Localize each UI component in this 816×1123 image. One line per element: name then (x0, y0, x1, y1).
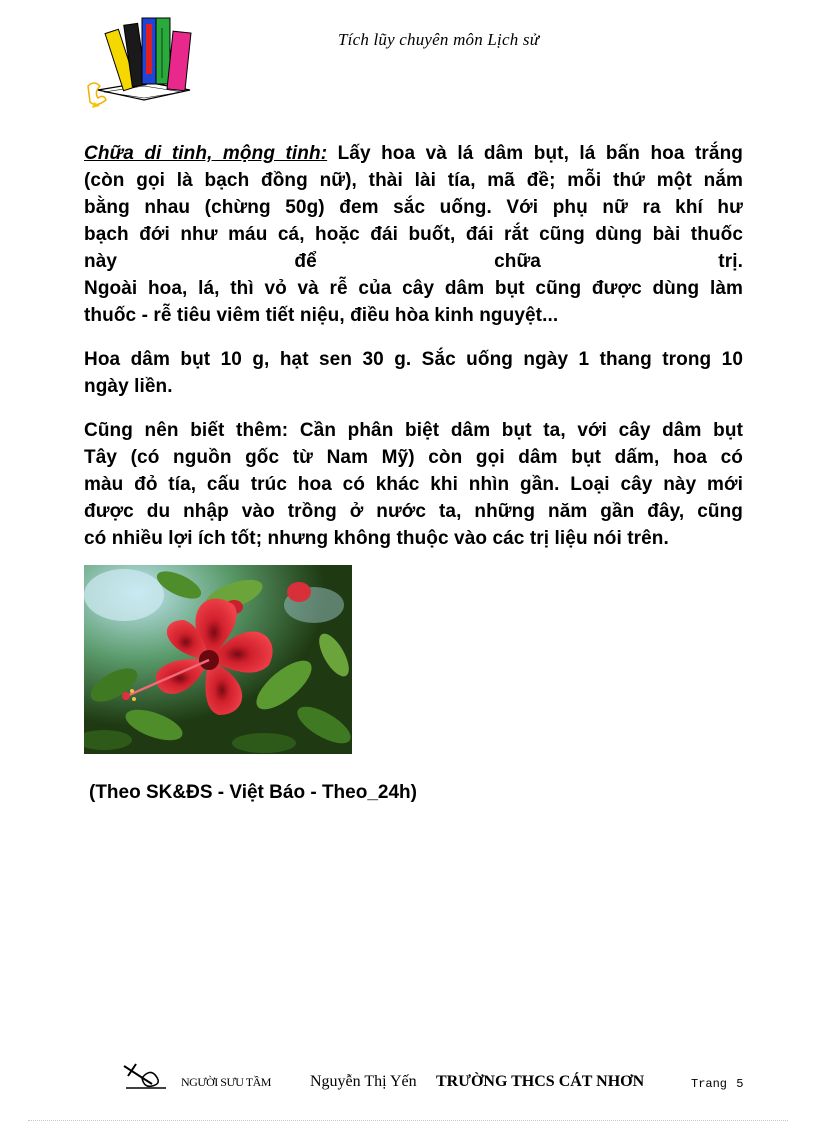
pen-writing-icon (122, 1062, 168, 1092)
footer-collector-label: NGƯỜI SƯU TẦM (181, 1075, 271, 1089)
footer-author-name: Nguyễn Thị Yến (310, 1073, 417, 1090)
paragraph-treatment: Chữa di tinh, mộng tinh: Lấy hoa và lá dâm bụt, lá bấn hoa trắng (còn gọi là bạch đồng nữ), thài lài tía, mã đề; mỗi thứ một nắm bằng nhau (chừng 50g) đem sắc uống. Với phụ nữ ra khí hư bạch đới như máu cá, hoặc đái buốt, đái rắt cũng dùng bài thuốc này để chữa trị. Ngoài hoa, lá, thì vỏ và rễ của cây dâm bụt cũng được dùng làm thuốc - rễ tiêu viêm tiết niệu, điều hòa kinh nguyệt... (84, 143, 743, 326)
books-logo-icon (84, 14, 208, 110)
footer-page-number: Trang 5 (691, 1077, 744, 1091)
header-title: Tích lũy chuyên môn Lịch sử (338, 30, 540, 49)
footer-divider (28, 1120, 788, 1121)
article-body (84, 140, 743, 569)
article-source: (Theo SK&ĐS - Việt Báo - Theo_24h) (89, 782, 417, 803)
hibiscus-flower-photo (84, 565, 352, 754)
paragraph-lead: Chữa di tinh, mộng tinh: (84, 143, 328, 164)
paragraph-note: Cũng nên biết thêm: Cần phân biệt dâm bụt ta, với cây dâm bụt Tây (có nguồn gốc từ Nam Mỹ) còn gọi dâm bụt dấm, hoa có màu đỏ tía, cấu trúc hoa có khác khi nhìn gần. Loại cây này mới được du nhập vào trồng ở nước ta, những năm gần đây, cũng có nhiều lợi ích tốt; nhưng không thuộc vào các trị liệu nói trên. (84, 420, 743, 549)
footer-school-name: TRƯỜNG THCS CÁT NHƠN (436, 1073, 645, 1090)
paragraph-recipe: Hoa dâm bụt 10 g, hạt sen 30 g. Sắc uống ngày 1 thang trong 10 ngày liền. (84, 349, 743, 397)
